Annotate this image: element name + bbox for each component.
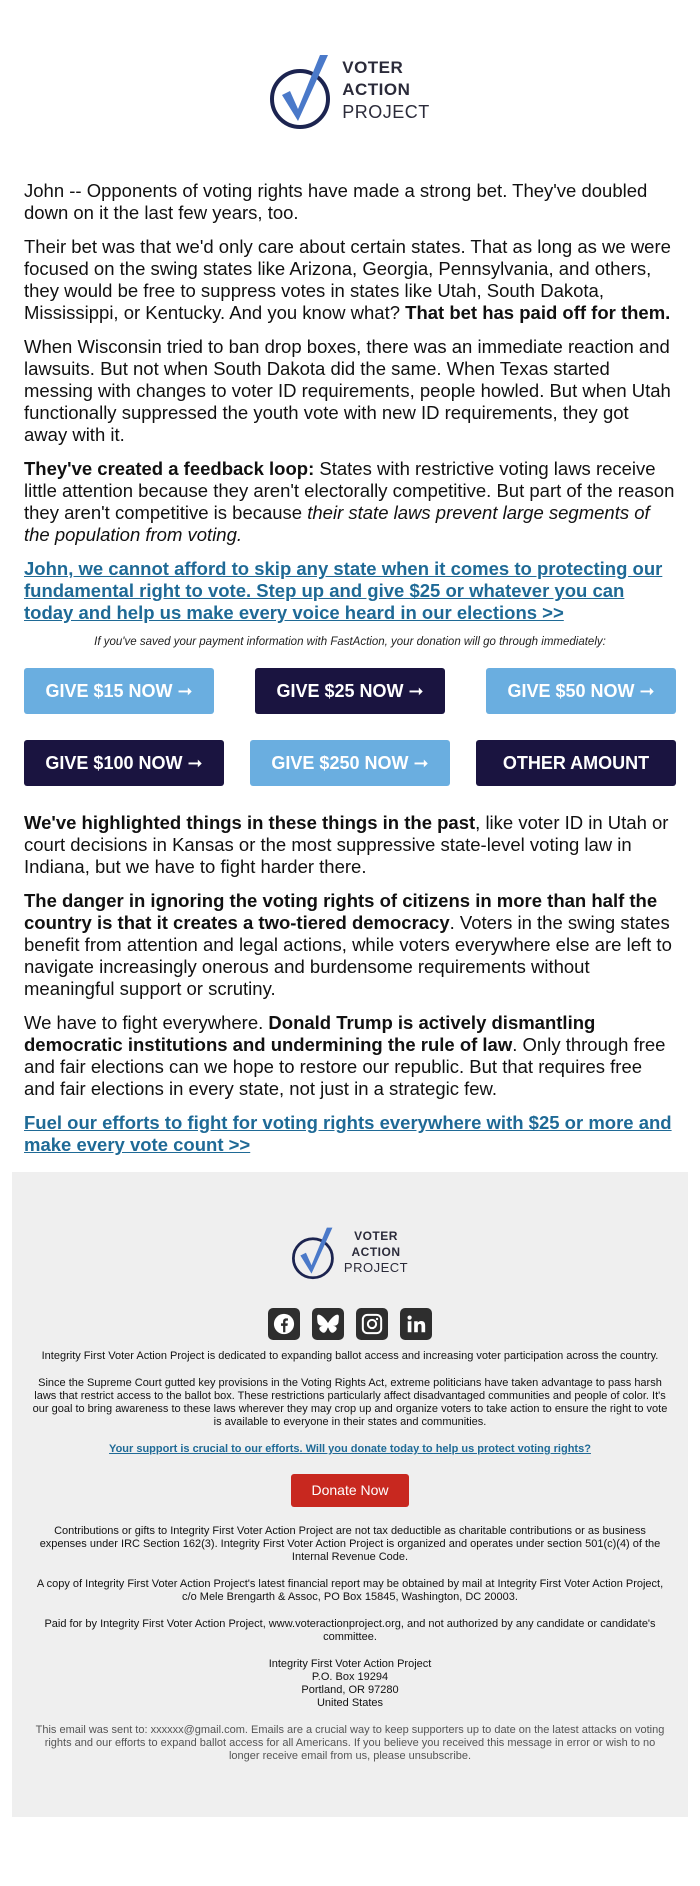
checkmark-logo-icon [292,1222,338,1282]
footer-logo-line-2: ACTION [351,1245,401,1259]
give-250-button[interactable]: GIVE $250 NOW ➞ [250,740,450,786]
donation-buttons-row-2 [12,740,688,786]
donate-now-button[interactable]: Donate Now [291,1474,409,1507]
footer [12,1172,688,1817]
footer-logo[interactable] [30,1222,670,1282]
give-25-button[interactable]: GIVE $25 NOW ➞ [255,668,445,714]
logo-line-3: PROJECT [342,102,430,122]
paragraph-4: They've created a feedback loop: States with restrictive voting laws receive little attention because they aren't electorally competitive. But part of the reason they aren't competitive is because their state laws prevent large segments of the population from voting. [24,458,675,545]
footer-tax-disclaimer: Contributions or gifts to Integrity First Voter Action Project are not tax deductible as charitable contributions or as business expenses under IRC Section 162(3). Integrity First Voter Action Project is organized and operates under section 501(c)(4) of the Internal Revenue Code. [39,1525,661,1563]
footer-donate-link[interactable]: Your support is crucial to our efforts. Will you donate today to help us protect voting rights? [109,1443,591,1455]
voter-action-project-logo[interactable] [270,47,430,133]
linkedin-icon[interactable] [400,1308,432,1340]
footer-about: Since the Supreme Court gutted key provisions in the Voting Rights Act, extreme politicians have taken advantage to pass harsh laws that restrict access to the ballot box. These restrictions particularly affect disadvantaged communities and people of color. It's our goal to bring awareness to these laws wherever they may crop up and organize voters to take action to ensure the right to vote is available to everyone in their states and communities. [32,1377,668,1428]
paragraph-6: The danger in ignoring the voting rights of citizens in more than half the country is that it creates a two-tiered democracy. Voters in the swing states benefit from attention and legal actions, while voters everywhere else are left to navigate increasingly onerous and burdensome requirements without meaningful support or scrutiny. [24,890,672,999]
footer-link-paragraph [30,1443,670,1456]
paragraph-7: We have to fight everywhere. Donald Trump is actively dismantling democratic institutions and undermining the rule of law. Only through free and fair elections can we hope to restore our republic. But that requires free and fair elections in every state, not just in a strategic few. [24,1012,666,1099]
footer-logo-line-1: VOTER [354,1229,398,1243]
facebook-icon[interactable] [268,1308,300,1340]
give-100-button[interactable]: GIVE $100 NOW ➞ [24,740,224,786]
address-line-3: Portland, OR 97280 [301,1684,399,1696]
footer-address [30,1658,670,1710]
address-line-2: P.O. Box 19294 [311,1671,389,1683]
give-15-button[interactable]: GIVE $15 NOW ➞ [24,668,214,714]
checkmark-logo-icon [270,47,336,133]
paragraph-2: Their bet was that we'd only care about certain states. That as long as we were focused on the swing states like Arizona, Georgia, Pennsylvania, and others, they would be free to suppress votes in states like Utah, South Dakota, Mississippi, or Kentucky. And you know what? That bet has paid off for them. [24,236,671,323]
address-line-1: Integrity First Voter Action Project [268,1658,432,1670]
bluesky-icon[interactable] [312,1308,344,1340]
address-line-4: United States [316,1697,384,1709]
other-amount-button[interactable]: OTHER AMOUNT [476,740,676,786]
footer-financial-report: A copy of Integrity First Voter Action Project's latest financial report may be obtained by mail at Integrity First Voter Action Project, c/o Mele Brengarth & Assoc, PO Box 15845, Washington, DC 20003. [36,1578,664,1603]
paragraph-1: John -- Opponents of voting rights have made a strong bet. They've doubled down on it the last few years, too. [24,180,648,223]
donation-buttons-row-1 [12,668,688,714]
footer-paid-for: Paid for by Integrity First Voter Action Project, www.voteractionproject.org, and not authorized by any candidate or candidate's committee. [44,1618,656,1643]
give-50-button[interactable]: GIVE $50 NOW ➞ [486,668,676,714]
fastaction-note: If you've saved your payment information with FastAction, your donation will go through immediately: [94,636,606,648]
email-body-continued [12,812,688,1156]
donate-link-2[interactable]: Fuel our efforts to fight for voting rights everywhere with $25 or more and make every vote count >> [24,1112,672,1155]
paragraph-3: When Wisconsin tried to ban drop boxes, there was an immediate reaction and lawsuits. But not when South Dakota did the same. When Texas started messing with changes to voter ID requirements, people howled. But when Utah functionally suppressed the youth vote with new ID requirements, they got away with it. [24,336,671,445]
cta-link-paragraph-2 [24,1112,676,1156]
social-links [30,1308,670,1340]
donate-link-1[interactable]: John, we cannot afford to skip any state when it comes to protecting our fundamental right to vote. Step up and give $25 or whatever you can today and help us make every voice heard in our elections >> [24,558,663,623]
email-body [12,180,688,624]
email-container [12,0,688,1817]
logo-line-2: ACTION [342,80,411,99]
instagram-icon[interactable] [356,1308,388,1340]
footer-mission: Integrity First Voter Action Project is dedicated to expanding ballot access and increasing voter participation across the country. [41,1350,659,1362]
logo-line-1: VOTER [342,58,404,77]
cta-link-paragraph-1 [24,558,676,624]
header-logo-area [12,0,688,180]
footer-unsubscribe-note: This email was sent to: xxxxxx@gmail.com. Emails are a crucial way to keep supporters up to date on the latest attacks on voting rights and our efforts to expand ballot access for all Americans. If you believe you received this message in error or wish to no longer receive email from us, please unsubscribe. [35,1724,665,1762]
footer-logo-line-3: PROJECT [343,1260,409,1275]
paragraph-5: We've highlighted things in these things in the past, like voter ID in Utah or court decisions in Kansas or the most suppressive state-level voting law in Indiana, but we have to fight harder there. [24,812,669,877]
